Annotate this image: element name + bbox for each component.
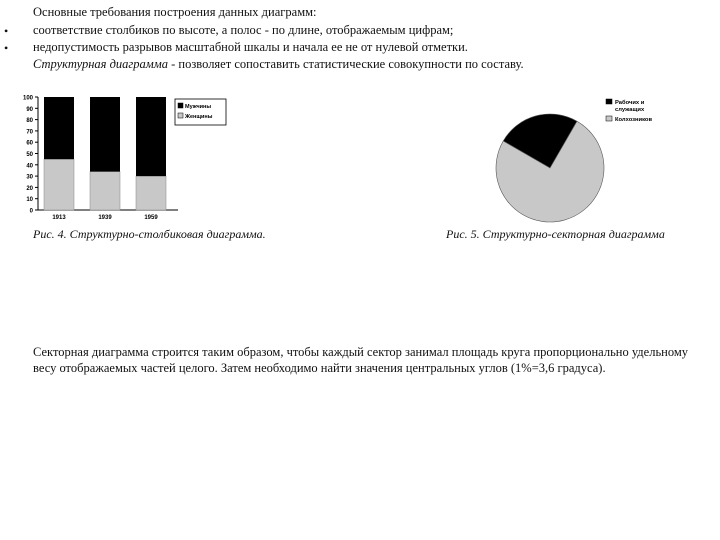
legend-label: Мужчины bbox=[185, 103, 212, 110]
caption-pie-chart: Рис. 5. Структурно-секторная диаграмма bbox=[446, 227, 665, 241]
y-tick-label: 20 bbox=[26, 185, 33, 192]
heading: Основные требования построения данных диаграмм: bbox=[33, 5, 317, 19]
bar-segment-zhenshchiny bbox=[90, 172, 120, 210]
legend-swatch bbox=[178, 113, 183, 118]
y-tick-label: 50 bbox=[26, 152, 33, 158]
legend-swatch bbox=[606, 99, 612, 104]
y-tick-label: 70 bbox=[26, 129, 33, 136]
bar-segment-muzhchiny bbox=[44, 97, 74, 159]
bar-segment-zhenshchiny bbox=[136, 176, 166, 210]
y-tick-label: 60 bbox=[26, 140, 33, 147]
structural-diagram-definition: - позволяет сопоставить статистические совокупности по составу. bbox=[168, 57, 524, 71]
y-tick-label: 100 bbox=[22, 95, 33, 102]
structural-diagram-term: Структурная диаграмма bbox=[33, 57, 168, 71]
y-tick-label: 90 bbox=[26, 106, 33, 113]
bar-segment-muzhchiny bbox=[136, 97, 166, 176]
pie-chart bbox=[480, 88, 680, 228]
bullet-item: соответствие столбиков по высоте, а полос - по длине, отображаемым цифрам; bbox=[33, 23, 454, 37]
caption-bar-chart: Рис. 4. Структурно-столбиковая диаграмма. bbox=[33, 227, 266, 241]
legend-label: Женщины bbox=[185, 113, 213, 120]
x-tick-label: 1939 bbox=[98, 215, 112, 221]
bar-segment-muzhchiny bbox=[90, 97, 120, 172]
x-tick-label: 1959 bbox=[144, 215, 158, 221]
y-tick-label: 40 bbox=[26, 163, 33, 170]
legend-swatch bbox=[178, 103, 183, 108]
stacked-bar-chart bbox=[0, 88, 240, 228]
y-tick-label: 0 bbox=[29, 208, 33, 215]
structural-diagram-line bbox=[33, 56, 524, 72]
legend-label: Колхозников bbox=[615, 117, 653, 123]
y-tick-label: 80 bbox=[26, 118, 33, 125]
bullet-item: недопустимость разрывов масштабной шкалы и начала ее не от нулевой отметки. bbox=[33, 40, 468, 54]
x-tick-label: 1913 bbox=[52, 215, 66, 221]
bullet-marker: • bbox=[4, 41, 9, 55]
y-tick-label: 10 bbox=[26, 197, 33, 204]
legend-swatch bbox=[606, 116, 612, 121]
bullet-marker: • bbox=[4, 24, 9, 38]
sector-diagram-paragraph: Секторная диаграмма строится таким образом, чтобы каждый сектор занимал площадь круга пропорционально удельному весу отображаемых частей целого. Затем необходимо найти значения центральных углов (1%=3,6 градуса). bbox=[33, 345, 689, 375]
legend-label: служащих bbox=[615, 107, 645, 113]
y-tick-label: 30 bbox=[26, 174, 33, 181]
legend-label: Рабочих и bbox=[615, 100, 645, 106]
bar-segment-zhenshchiny bbox=[44, 159, 74, 210]
